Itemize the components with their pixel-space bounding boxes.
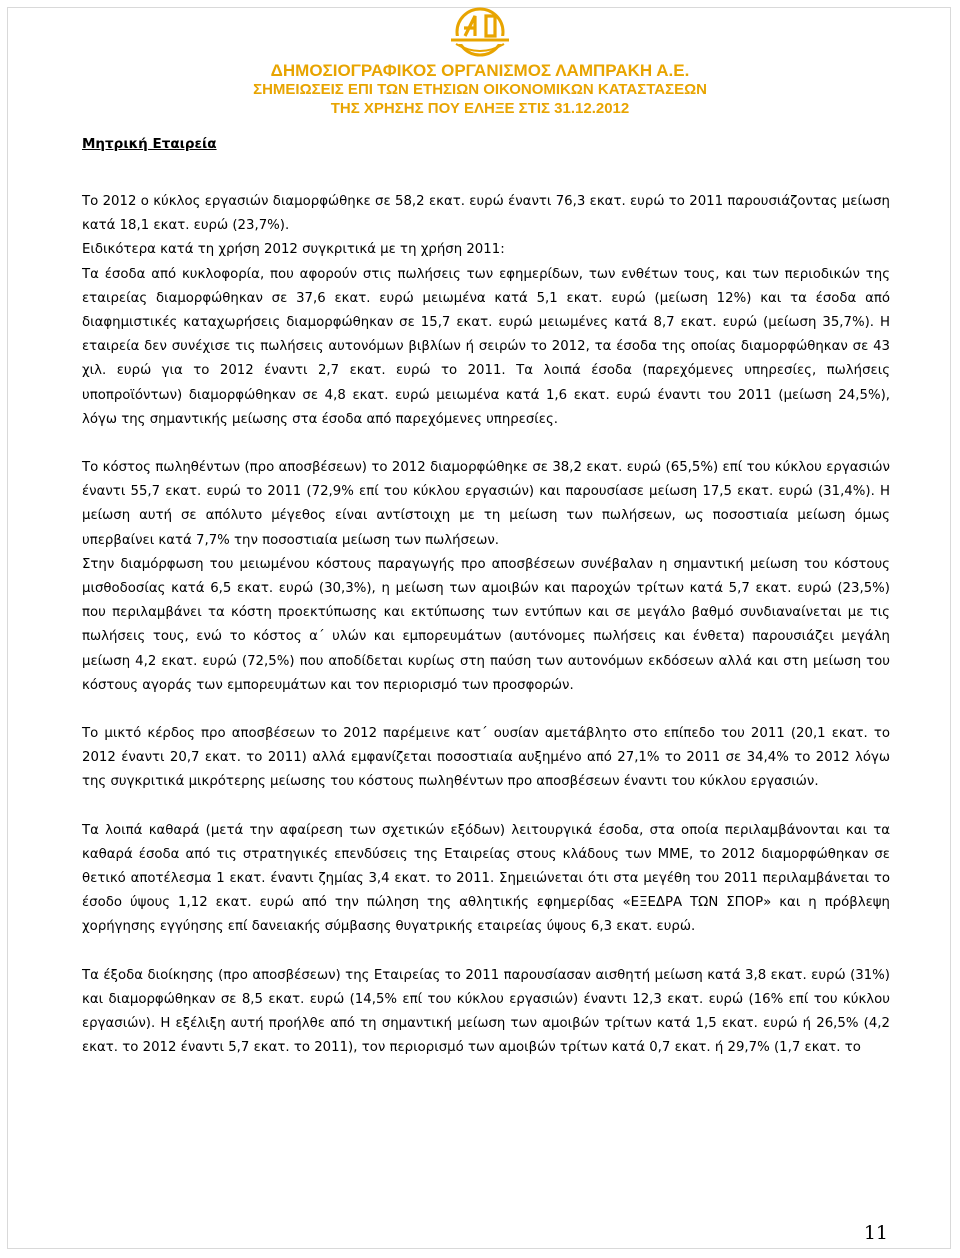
paragraph-revenue-summary: Το 2012 ο κύκλος εργασιών διαμορφώθηκε σε 58,2 εκατ. ευρώ έναντι 76,3 εκατ. ευρώ το 2011 παρουσιάζοντας μείωση κατά 18,1 εκατ. ευρώ (23,7%). [82,194,890,234]
paragraph-other-income: Τα λοιπά καθαρά (μετά την αφαίρεση των σχετικών εξόδων) λειτουργικά έσοδα, στα οποία περιλαμβάνονται και τα καθαρά έσοδα από τις στρατηγικές επενδύσεις της Εταιρείας στους κλάδους των ΜΜΕ, το 2012 διαμορφώθηκαν σε θετικό αποτέλεσμα 1 εκατ. έναντι ζημίας 3,4 εκατ. το 2011. Σημειώνεται ότι στα μεγέθη του 2011 περιλαμβάνεται το έσοδο ύψους 1,12 εκατ. ευρώ από την πώληση της αθλητικής εφημερίδας «ΕΞΕΔΡΑ ΤΩΝ ΣΠΟΡ» και η πρόβλεψη χορήγησης εγγύησης επί δανειακής σύμβασης θυγατρικής εταιρείας ύψους 6,3 εκατ. ευρώ. [82,822,890,935]
paragraph-spacer [82,432,890,456]
header-company-name: ΔΗΜΟΣΙΟΓΡΑΦΙΚΟΣ ΟΡΓΑΝΙΣΜΟΣ ΛΑΜΠΡΑΚΗ Α.Ε. [270,61,690,80]
paragraph-production-cost: Στην διαμόρφωση του μειωμένου κόστους παραγωγής προ αποσβέσεων συνέβαλαν η σημαντική μείωση του κόστους μισθοδοσίας κατά 6,5 εκατ. ευρώ (30,3%), η μείωση των αμοιβών και παροχών τρίτων κατά 5,7 εκατ. ευρώ (23,5%) που περιλαμβάνει τα κόστη προεκτύπωσης και εκτύπωσης των εντύπων και σε μεγάλο βαθμό συνδιαναίνεται με τις πωλήσεις τους, ενώ το κόστος α΄ υλών και εμπορευμάτων (αυτόνομες πωλήσεις και ένθετα) παρουσιάζει μεγάλη μείωση 4,2 εκατ. ευρώ (72,5%) που αποδίδεται κυρίως στη παύση των αυτονόμων εκδόσεων αλλά και στη μείωση του κόστους αγοράς των εμπορευμάτων και τον περιορισμό των προσφορών. [82,556,890,693]
document-body [82,190,890,1061]
paragraph-admin-expenses: Τα έξοδα διοίκησης (προ αποσβέσεων) της Εταιρείας το 2011 παρουσίασαν αισθητή μείωση κατά 3,8 εκατ. ευρώ (31%) και διαμορφώθηκαν σε 8,5 εκατ. ευρώ (14,5% επί του κύκλου εργασιών) έναντι 12,3 εκατ. ευρώ (16% επί του κύκλου εργασιών). Η εξέλιξη αυτή προήλθε από τη σημαντική μείωση των αμοιβών τρίτων κατά 1,5 εκατ. ευρώ ή 26,5% (4,2 εκατ. το 2012 έναντι 5,7 εκατ. το 2011), τον περιορισμό των αμοιβών τρίτων κατά 0,7 εκατ. ή 29,7% (1,7 εκατ. το [82,967,890,1056]
header-period: ΤΗΣ ΧΡΗΣΗΣ ΠΟΥ ΕΛΗΞΕ ΣΤΙΣ 31.12.2012 [330,100,630,117]
organization-logo-icon [442,6,518,58]
paragraph-gross-profit: Το μικτό κέρδος προ αποσβέσεων το 2012 παρέμεινε κατ΄ ουσίαν αμετάβλητο στο επίπεδο του 2011 (20,1 εκατ. το 2012 έναντι 20,7 εκατ. το 2011) αλλά εμφανίζεται ποσοστιαία αυξημένο από 27,1% το 2011 σε 34,4% το 2012 λόγω της συγκριτικά μικρότερης μείωσης του κόστους πωληθέντων προ αποσβέσεων έναντι του κύκλου εργασιών. [82,726,890,790]
section-title: Μητρική Εταιρεία [82,136,217,152]
paragraph-spacer [82,795,890,819]
page-number: 11 [863,1222,888,1244]
document-header [0,6,960,118]
paragraph-revenue-breakdown: Τα έσοδα από κυκλοφορία, που αφορούν στις πωλήσεις των εφημερίδων, των ενθέτων τους, και των περιοδικών της εταιρείας διαμορφώθηκαν σε 37,6 εκατ. ευρώ μειωμένα κατά 5,1 εκατ. ευρώ (μείωση 12%) και τα έσοδα από διαφημιστικές καταχωρήσεις διαμορφώθηκαν σε 15,7 εκατ. ευρώ μειωμένες κατά 8,7 εκατ. ευρώ (μείωση 35,7%). Η εταιρεία δεν συνέχισε τις πωλήσεις αυτονόμων βιβλίων ή σειρών το 2012, τα έσοδα της οποίας διαμορφώθηκαν σε 43 χιλ. ευρώ για το 2012 έναντι 2,7 εκατ. ευρώ το 2011. Τα λοιπά έσοδα (παρεχόμενες υπηρεσίες, πωλήσεις υποπροϊόντων) διαμορφώθηκαν σε 4,8 εκατ. ευρώ μειωμένα κατά 1,6 εκατ. ευρώ έναντι του 2011 (μείωση 24,5%), λόγω της σημαντικής μείωσης στα έσοδα από παρεχόμενες υπηρεσίες. [82,266,890,427]
paragraph-spacer [82,698,890,722]
paragraph-cost-of-sales: Το κόστος πωληθέντων (προ αποσβέσεων) το 2012 διαμορφώθηκε σε 38,2 εκατ. ευρώ (65,5%) επί του κύκλου εργασιών έναντι 55,7 εκατ. ευρώ το 2011 (72,9% επί του κύκλου εργασιών) και παρουσίασε μείωση 17,5 εκατ. ευρώ (31,4%). Η μείωση αυτή σε απόλυτο μέγεθος είναι αντίστοιχη με τη μείωση των πωλήσεων, ως ποσοστιαία μείωση όμως υπερβαίνει κατά 7,7% την ποσοστιαία μείωση των πωλήσεων. [82,460,890,548]
paragraph-comparison-intro: Ειδικότερα κατά τη χρήση 2012 συγκριτικά με τη χρήση 2011: [82,242,505,258]
header-notes-title: ΣΗΜΕΙΩΣΕΙΣ ΕΠΙ ΤΩΝ ΕΤΗΣΙΩΝ ΟΙΚΟΝΟΜΙΚΩΝ ΚΑΤΑΣΤΑΣΕΩΝ [253,81,707,98]
paragraph-spacer [82,940,890,964]
